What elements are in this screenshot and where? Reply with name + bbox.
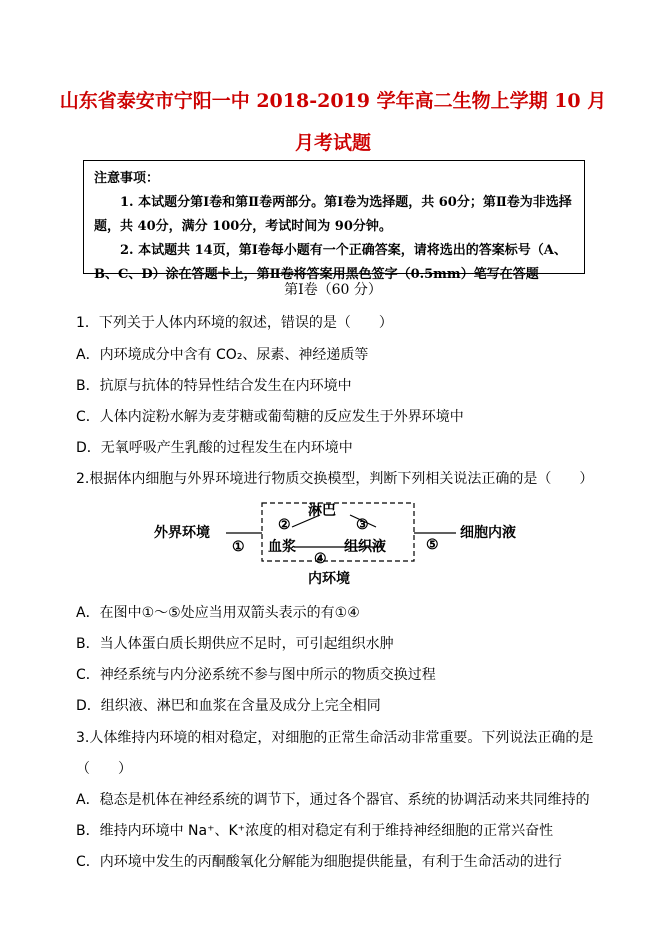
exchange-diagram (150, 495, 530, 595)
q3-option-c: C．内环境中发生的丙酮酸氧化分解能为细胞提供能量，有利于生命活动的进行 (76, 854, 562, 870)
label-num-3: ③ (356, 517, 369, 533)
q3-option-a: A．稳态是机体在神经系统的调节下，通过各个器官、系统的协调活动来共同维持的 (76, 792, 590, 808)
label-lymph: 淋巴 (308, 503, 336, 519)
label-num-2: ② (278, 517, 291, 533)
q2-option-a: A．在图中①～⑤处应当用双箭头表示的有①④ (76, 605, 360, 621)
q1-stem: 1．下列关于人体内环境的叙述，错误的是（ ） (76, 315, 393, 331)
document-title-line-2: 月考试题 (294, 132, 371, 154)
label-tissue-fluid: 组织液 (344, 539, 386, 555)
q3-paren: （ ） (76, 761, 132, 777)
q2-option-c: C．神经系统与内分泌系统不参与图中所示的物质交换过程 (76, 667, 436, 683)
label-num-4: ④ (314, 551, 327, 567)
q3-option-b: B．维持内环境中 Na⁺、K⁺浓度的相对稳定有利于维持神经细胞的正常兴奋性 (76, 823, 554, 839)
document-title-line-1: 山东省泰安市宁阳一中 2018-2019 学年高二生物上学期 10 月 (59, 90, 607, 112)
q1-option-a: A．内环境成分中含有 CO₂、尿素、神经递质等 (76, 347, 369, 363)
label-num-5: ⑤ (426, 537, 439, 553)
q1-option-d: D．无氧呼吸产生乳酸的过程发生在内环境中 (76, 440, 353, 456)
q1-option-b: B．抗原与抗体的特异性结合发生在内环境中 (76, 378, 352, 394)
notice-item-1: 1. 本试题分第Ⅰ卷和第Ⅱ卷两部分。第Ⅰ卷为选择题，共 60分；第Ⅱ卷为非选择题，共 40分，满分 100分，考试时间为 90分钟。 (94, 195, 572, 234)
label-intracellular-fluid: 细胞内液 (460, 525, 516, 541)
notice-box (83, 160, 585, 282)
label-plasma: 血浆 (268, 539, 296, 555)
q2-option-b: B．当人体蛋白质长期供应不足时，可引起组织水肿 (76, 636, 394, 652)
label-outer-environment: 外界环境 (154, 525, 210, 541)
q2-option-d: D．组织液、淋巴和血浆在含量及成分上完全相同 (76, 698, 381, 714)
label-internal-environment: 内环境 (308, 571, 350, 587)
notice-item-2: 2. 本试题共 14页，第Ⅰ卷每小题有一个正确答案，请将选出的答案标号（A、B、C、D）涂在答题卡上，第Ⅱ卷将答案用黑色签字（0.5mm）笔写在答题 (94, 243, 567, 282)
section-heading: 第Ⅰ卷（60 分） (284, 282, 382, 298)
notice-heading: 注意事项： (94, 171, 160, 186)
q3-stem: 3.人体维持内环境的相对稳定，对细胞的正常生命活动非常重要。下列说法正确的是 (76, 730, 594, 746)
label-num-1: ① (232, 539, 245, 555)
q2-stem: 2.根据体内细胞与外界环境进行物质交换模型，判断下列相关说法正确的是（ ） (76, 471, 594, 487)
q1-option-c: C．人体内淀粉水解为麦芽糖或葡萄糖的反应发生于外界环境中 (76, 409, 464, 425)
